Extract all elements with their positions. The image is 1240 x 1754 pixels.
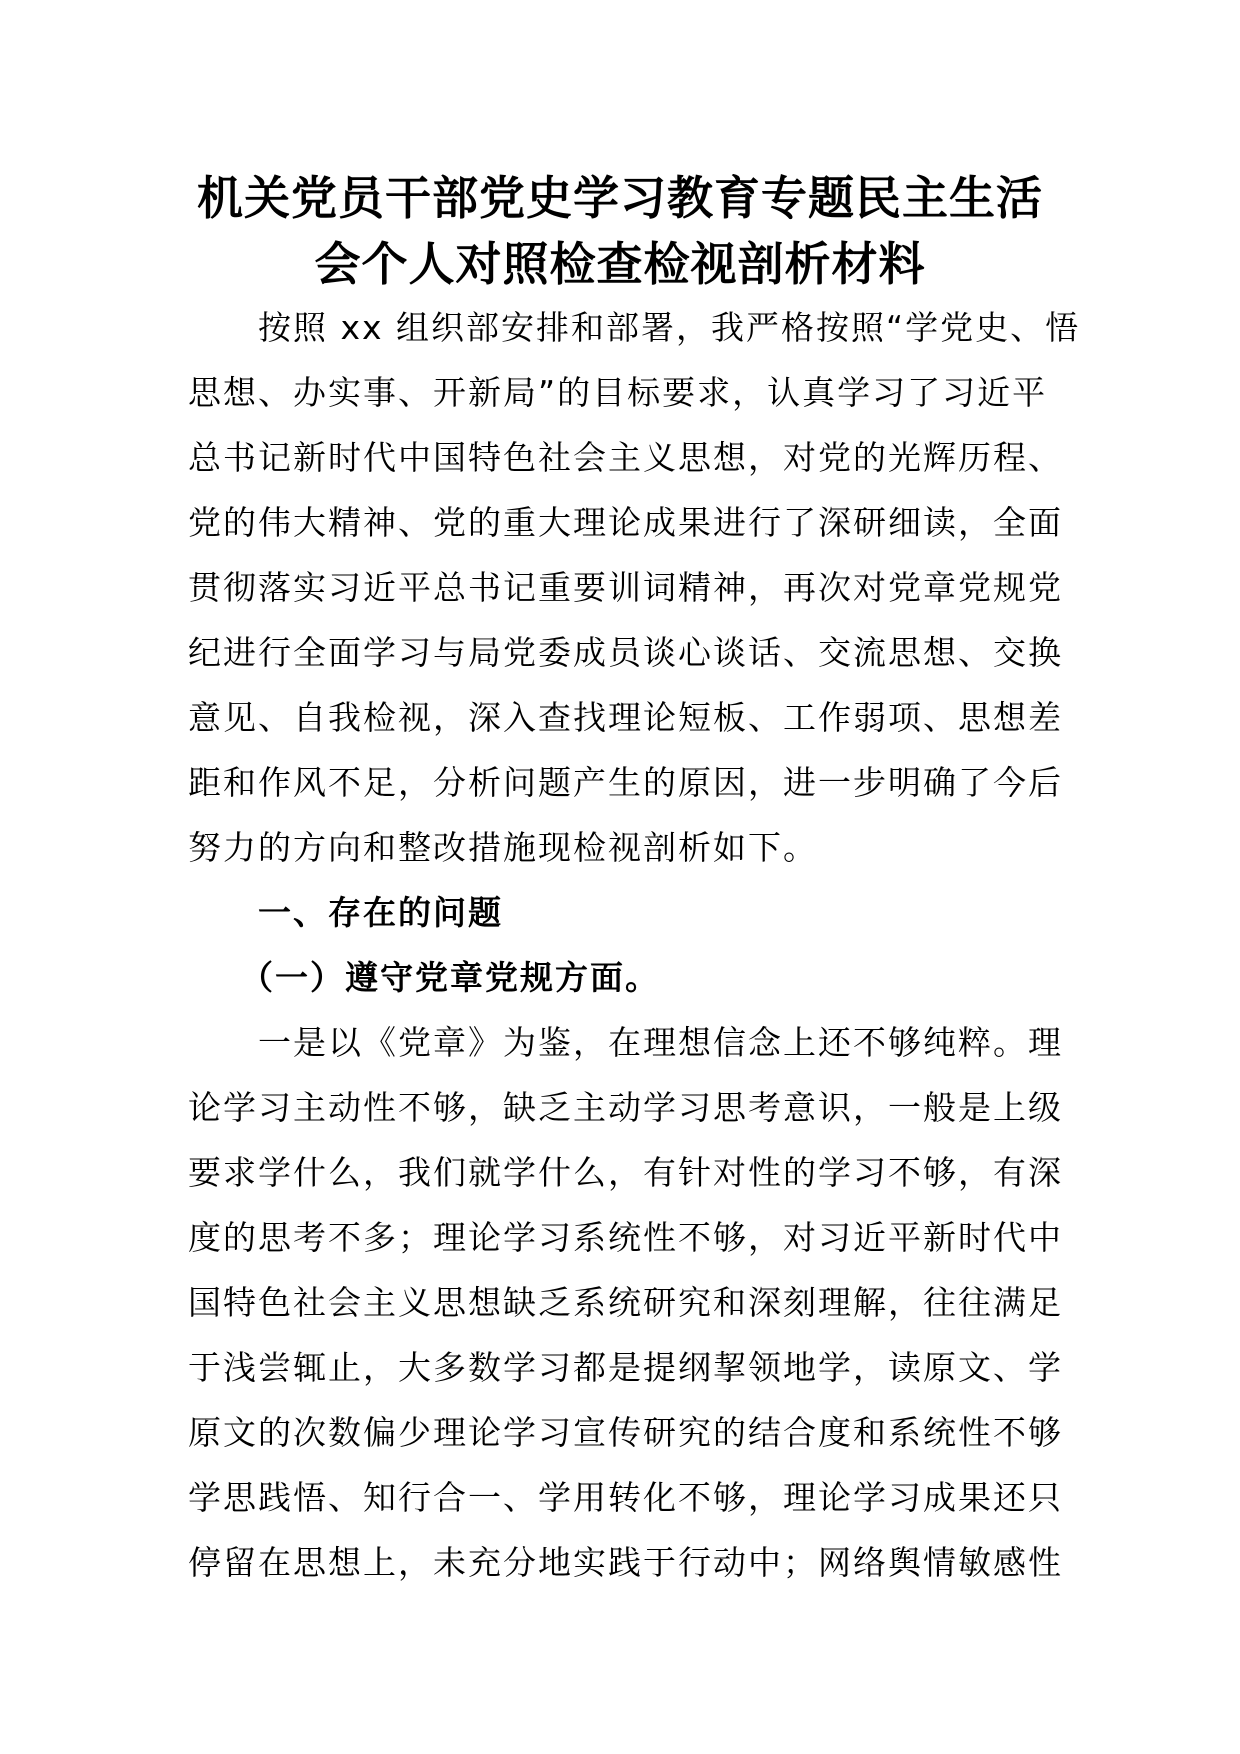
section-line: 停留在思想上，未充分地实践于行动中；网络舆情敏感性: [188, 1543, 1063, 1582]
intro-line: 意见、自我检视，深入查找理论短板、工作弱项、思想差: [188, 698, 1063, 737]
section-line: 一是以《党章》为鉴，在理想信念上还不够纯粹。理: [258, 1023, 1063, 1062]
intro-line: 距和作风不足，分析问题产生的原因，进一步明确了今后: [188, 763, 1063, 802]
section-line: 度的思考不多；理论学习系统性不够，对习近平新时代中: [188, 1218, 1063, 1257]
section-line: 原文的次数偏少理论学习宣传研究的结合度和系统性不够: [188, 1413, 1063, 1452]
intro-line: 纪进行全面学习与局党委成员谈心谈话、交流思想、交换: [188, 633, 1063, 672]
section-line: 论学习主动性不够，缺乏主动学习思考意识，一般是上级: [188, 1088, 1063, 1127]
intro-line: 总书记新时代中国特色社会主义思想，对党的光辉历程、: [188, 438, 1063, 477]
section-line: 要求学什么，我们就学什么，有针对性的学习不够，有深: [188, 1153, 1063, 1192]
section-line: 国特色社会主义思想缺乏系统研究和深刻理解，往往满足: [188, 1283, 1063, 1322]
subsection-heading: （一）遵守党章党规方面。: [240, 958, 660, 997]
document-title-line-2: 会个人对照检查检视剖析材料: [314, 237, 926, 291]
document-title-line-1: 机关党员干部党史学习教育专题民主生活: [197, 171, 1043, 225]
section-heading: 一、存在的问题: [258, 893, 503, 932]
section-line: 学思践悟、知行合一、学用转化不够，理论学习成果还只: [188, 1478, 1063, 1517]
intro-line: 按照 xx 组织部安排和部署，我严格按照“学党史、悟: [258, 308, 1081, 347]
intro-line: 努力的方向和整改措施现检视剖析如下。: [188, 828, 818, 867]
intro-line: 党的伟大精神、党的重大理论成果进行了深研细读，全面: [188, 503, 1063, 542]
intro-line: 贯彻落实习近平总书记重要训词精神，再次对党章党规党: [188, 568, 1063, 607]
intro-line: 思想、办实事、开新局”的目标要求，认真学习了习近平: [188, 373, 1048, 412]
document-body: [188, 295, 1081, 1595]
section-line: 于浅尝辄止，大多数学习都是提纲挈领地学，读原文、学: [188, 1348, 1063, 1387]
